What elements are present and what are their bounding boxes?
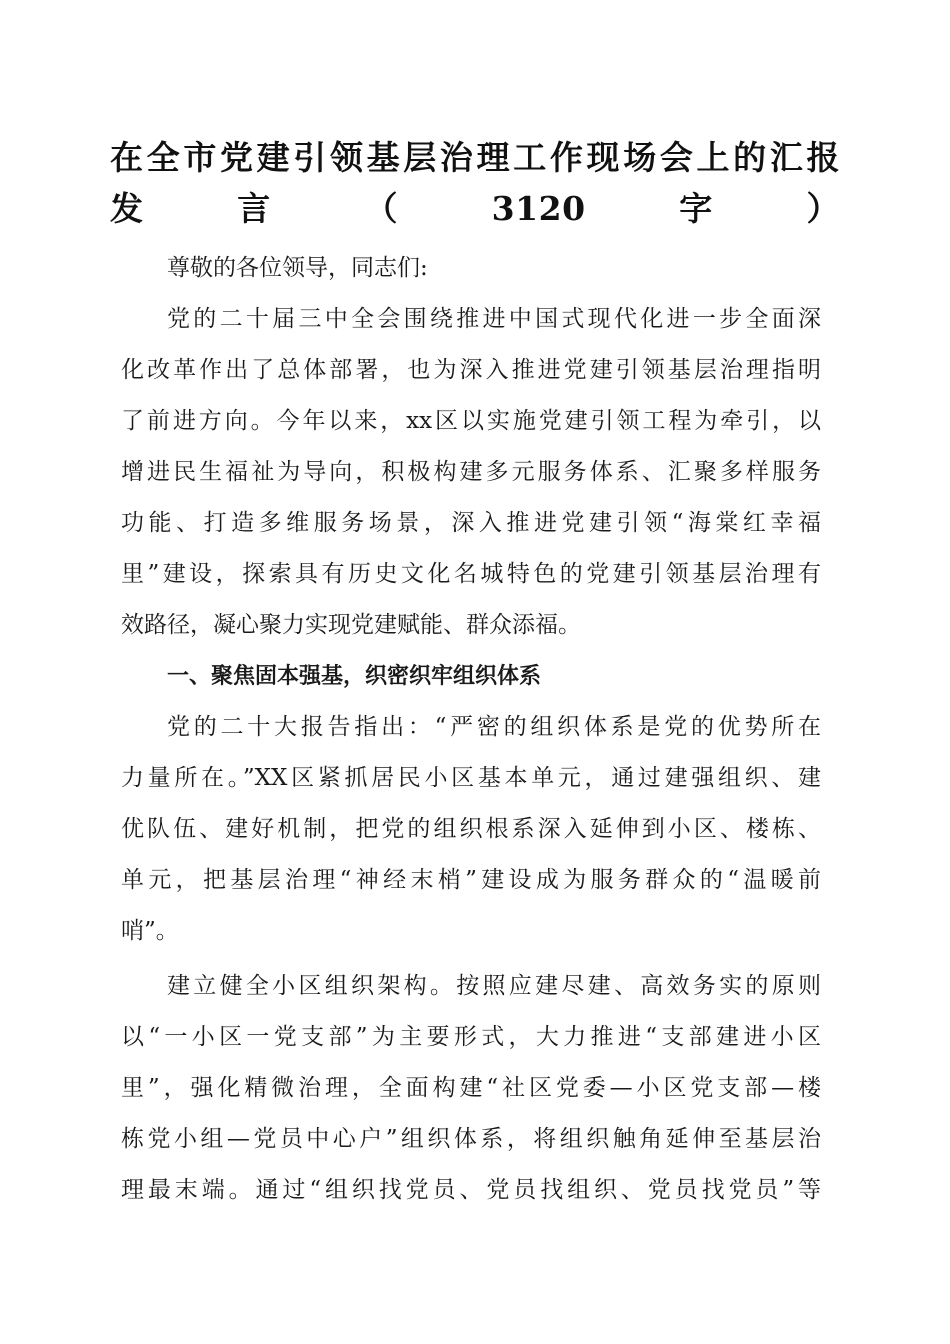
intro-line: 增进民生福祉为导向，积极构建多元服务体系、汇聚多样服务 [121,459,821,485]
document-title [110,133,840,235]
intro-line: 化改革作出了总体部署，也为深入推进党建引领基层治理指明 [121,357,821,383]
title-line-1: 在全市党建引领基层治理工作现场会上的汇报 [110,138,840,177]
section1-line: 单元，把基层治理“神经末梢”建设成为服务群众的“温暖前 [121,867,821,893]
subsection-line: 栋党小组—党员中心户”组织体系，将组织触角延伸至基层治 [121,1126,821,1152]
intro-line: 了前进方向。今年以来，xx区以实施党建引领工程为牵引，以 [121,408,821,434]
subsection-line: 理最末端。通过“组织找党员、党员找组织、党员找党员”等 [121,1177,821,1203]
section1-line: 哨”。 [121,918,179,944]
intro-paragraph [121,294,821,651]
greeting: 尊敬的各位领导，同志们: [167,255,428,281]
intro-line: 党的二十届三中全会围绕推进中国式现代化进一步全面深 [167,306,821,332]
subsection-paragraph [121,961,821,1216]
intro-line: 功能、打造多维服务场景，深入推进党建引领“海棠红幸福 [121,510,821,536]
section1-line: 力量所在。”XX区紧抓居民小区基本单元，通过建强组织、建 [121,765,821,791]
subsection-line: 以“一小区一党支部”为主要形式，大力推进“支部建进小区 [121,1024,821,1050]
section1-line: 优队伍、建好机制，把党的组织根系深入延伸到小区、楼栋、 [121,816,821,842]
section1-line: 党的二十大报告指出：“严密的组织体系是党的优势所在 [167,714,821,740]
intro-line: 里”建设，探索具有历史文化名城特色的党建引领基层治理有 [121,561,821,587]
document-body [121,243,821,1216]
intro-line: 效路径，凝心聚力实现党建赋能、群众添福。 [121,612,581,638]
title-line-2: 发言（3120字） [110,189,840,228]
section-heading-1: 一、聚焦固本强基，织密织牢组织体系 [167,664,542,689]
subsection-line: 里”，强化精微治理，全面构建“社区党委—小区党支部—楼 [121,1075,821,1101]
subsection-line: 建立健全小区组织架构。按照应建尽建、高效务实的原则 [167,973,821,999]
section1-paragraph [121,702,821,957]
